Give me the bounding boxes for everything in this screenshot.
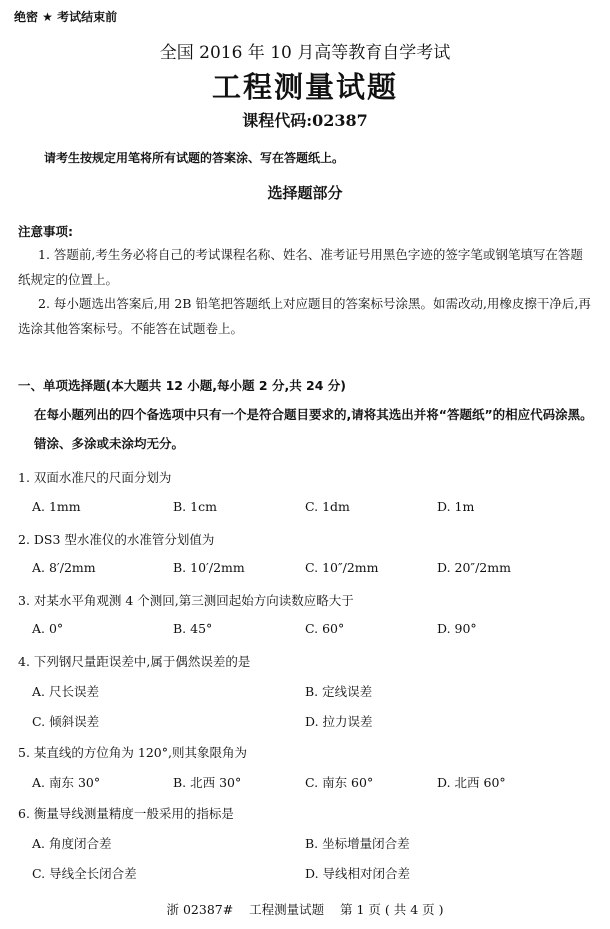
question-3-option-a: A. 0° xyxy=(32,621,64,636)
question-6-option-d: D. 导线相对闭合差 xyxy=(305,866,411,881)
question-3-option-d: D. 90° xyxy=(437,621,477,636)
question-3-option-b: B. 45° xyxy=(173,621,213,636)
question-1-stem: 1. 双面水准尺的尺面分划为 xyxy=(18,470,172,485)
question-5-option-d: D. 北西 60° xyxy=(437,775,506,790)
question-2-option-d: D. 20″/2mm xyxy=(437,560,511,575)
exam-title: 全国 2016 年 10 月高等教育自学考试 xyxy=(159,43,451,63)
course-code: 课程代码:02387 xyxy=(242,111,368,130)
question-4-option-a: A. 尺长误差 xyxy=(32,684,99,699)
part-description: 在每小题列出的四个备选项中只有一个是符合题目要求的,请将其选出并将“答题纸”的相应代码涂黑。错涂、多涂或未涂均无分。 xyxy=(34,407,593,451)
question-2-option-a: A. 8′/2mm xyxy=(32,560,96,575)
question-5-option-c: C. 南东 60° xyxy=(305,775,374,790)
question-4-option-b: B. 定线误差 xyxy=(305,684,373,699)
question-2-option-c: C. 10″/2mm xyxy=(305,560,379,575)
section-title: 选择题部分 xyxy=(267,184,343,202)
question-6-option-a: A. 角度闭合差 xyxy=(32,836,112,851)
question-4-option-d: D. 拉力误差 xyxy=(305,714,373,729)
question-4-option-c: C. 倾斜误差 xyxy=(32,714,100,729)
question-5-stem: 5. 某直线的方位角为 120°,则其象限角为 xyxy=(18,745,247,760)
secret-mark: 绝密 ★ 考试结束前 xyxy=(14,10,118,24)
question-5-option-a: A. 南东 30° xyxy=(32,775,101,790)
question-3-option-c: C. 60° xyxy=(305,621,345,636)
question-5-option-b: B. 北西 30° xyxy=(173,775,242,790)
paper-title: 工程测量试题 xyxy=(211,70,398,104)
note-item-1: 1. 答题前,考生务必将自己的考试课程名称、姓名、准考证号用黑色字迹的签字笔或钢笔填写在答题纸规定的位置上。 xyxy=(18,247,583,287)
question-3-stem: 3. 对某水平角观测 4 个测回,第三测回起始方向读数应略大于 xyxy=(18,593,354,608)
question-6-option-b: B. 坐标增量闭合差 xyxy=(305,836,410,851)
page-footer: 浙 02387# 工程测量试题 第 1 页 ( 共 4 页 ) xyxy=(166,902,444,917)
question-1-option-a: A. 1mm xyxy=(32,499,81,514)
question-4-stem: 4. 下列钢尺量距误差中,属于偶然误差的是 xyxy=(18,654,251,669)
question-2-option-b: B. 10′/2mm xyxy=(173,560,245,575)
question-1-option-d: D. 1m xyxy=(437,499,475,514)
notes-title: 注意事项: xyxy=(18,224,73,239)
note-item-2: 2. 每小题选出答案后,用 2B 铅笔把答题纸上对应题目的答案标号涂黑。如需改动,用橡皮擦干净后,再选涂其他答案标号。不能答在试题卷上。 xyxy=(18,296,591,336)
question-6-stem: 6. 衡量导线测量精度一般采用的指标是 xyxy=(18,806,234,821)
question-6-option-c: C. 导线全长闭合差 xyxy=(32,866,137,881)
question-2-stem: 2. DS3 型水准仪的水准管分划值为 xyxy=(18,532,215,547)
question-1-option-b: B. 1cm xyxy=(173,499,217,514)
part-title: 一、单项选择题(本大题共 12 小题,每小题 2 分,共 24 分) xyxy=(18,378,347,393)
instruction: 请考生按规定用笔将所有试题的答案涂、写在答题纸上。 xyxy=(44,151,345,165)
question-1-option-c: C. 1dm xyxy=(305,499,350,514)
